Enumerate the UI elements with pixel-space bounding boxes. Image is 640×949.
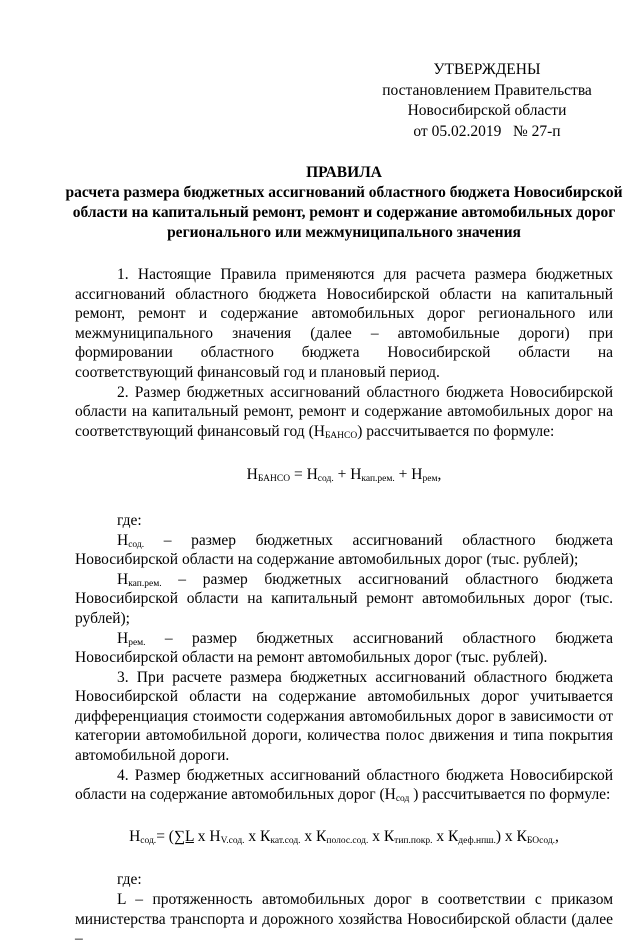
title-heading: ПРАВИЛА — [306, 164, 382, 181]
approval-line-1: УТВЕРЖДЕНЫ — [433, 61, 541, 78]
paragraph-4-sub: сод — [395, 794, 410, 805]
formula-1-tail: , — [437, 466, 442, 484]
paragraph-1: 1. Настоящие Правила применяются для расчета размера бюджетных ассигнований областного бюджета Новосибирской области на капитальный ремонт, ремонт и содержание автомобильных дорог регионального или межмуниципального значения (далее – автомобильные дороги) при формировании областного бюджета Новосибирской области на соответствующий финансовый год и плановый период. — [75, 266, 613, 381]
title-subtitle: расчета размера бюджетных ассигнований областного бюджета Новосибирской области на капитальный ремонт, ремонт и содержание автомобильных дорог регионального или межмуниципального значения — [65, 184, 623, 241]
formula-2-k2-sub: полос.сод. — [326, 835, 369, 846]
definition-2-symbol: Н — [117, 570, 129, 588]
approval-stamp — [380, 60, 594, 142]
definition-3-symbol: Н — [117, 629, 129, 647]
formula-2-h: Н — [209, 827, 221, 845]
formula-2-k1-sub: кат.сод. — [270, 835, 301, 846]
formula-2-k4: К — [447, 827, 459, 845]
formula-2-x3: х — [300, 827, 317, 845]
formula-1-plus-2: + — [394, 466, 412, 484]
formula-2-k1: К — [260, 827, 271, 845]
formula-1-lhs-sub: БАНСО — [257, 474, 291, 485]
formula-2-close: ) — [495, 827, 502, 845]
paragraph-4 — [75, 766, 613, 805]
document-title — [60, 163, 628, 243]
paragraph-3: 3. При расчете размера бюджетных ассигнований областного бюджета Новосибирской области на содержание автомобильных дорог учитывается дифференциация стоимости содержания автомобильных дорог в зависимости от категории автомобильной дороги, количества полос движения и типа покрытия автомобильной дороги. — [75, 668, 613, 765]
formula-2-tail: , — [555, 827, 559, 845]
definition-3 — [75, 629, 613, 668]
formula-1-lhs: Н — [246, 466, 258, 484]
definition-1 — [75, 531, 613, 570]
formula-2-open: = ( — [156, 827, 174, 845]
formula-1-eq: = — [290, 466, 307, 484]
formula-1-t2-sub: кап.рем. — [361, 474, 395, 485]
paragraph-2-text: 2. Размер бюджетных ассигнований областного бюджета Новосибирской области на капитальный ремонт, ремонт и содержание автомобильных дорог на соответствующий финансовый год (Н — [75, 383, 613, 440]
formula-2-x1: х — [193, 827, 210, 845]
paragraph-2-sub: БАНСО — [324, 430, 358, 441]
definition-1-sub: сод. — [128, 539, 145, 550]
paragraph-5: L – протяженность автомобильных дорог в соответствии с приказом министерства транспорта и дорожного хозяйства Новосибирской области (далее – — [75, 891, 613, 948]
document-body — [75, 265, 613, 949]
definition-2-sub: кап.рем. — [128, 578, 162, 589]
paragraph-4-text: 4. Размер бюджетных ассигнований областного бюджета Новосибирской области на содержание автомобильных дорог (Н — [75, 766, 613, 804]
approval-line-3: Новосибирской области — [407, 102, 567, 119]
formula-2-lhs-sub: сод. — [140, 835, 157, 846]
formula-1-t1-sub: сод. — [317, 474, 334, 485]
formula-2-x4: х — [368, 827, 384, 845]
paragraph-2 — [75, 383, 613, 442]
approval-line-2: постановлением Правительства — [382, 81, 592, 99]
formula-2-k4-sub: деф.нпш. — [458, 835, 496, 846]
definition-1-text: – размер бюджетных ассигнований областного бюджета Новосибирской области на содержание автомобильных дорог (тыс. рублей); — [75, 531, 613, 569]
formula-2-sum: ∑L — [173, 827, 194, 845]
where-label-1: где: — [117, 511, 142, 529]
formula-1 — [75, 465, 613, 485]
definition-3-text: – размер бюджетных ассигнований областного бюджета Новосибирской области на ремонт автомобильных дорог (тыс. рублей). — [75, 629, 613, 667]
formula-2-x6: х — [501, 827, 517, 845]
formula-2-k5-sub: БОсод. — [526, 835, 556, 846]
definition-2 — [75, 570, 613, 629]
formula-2 — [75, 827, 613, 847]
formula-2-x5: х — [432, 827, 448, 845]
formula-1-plus-1: + — [333, 466, 351, 484]
formula-2-x2: х — [244, 827, 261, 845]
paragraph-2-end: ) рассчитывается по формуле: — [357, 422, 555, 440]
formula-2-k3-sub: тип.покр. — [394, 835, 433, 846]
approval-line-4: от 05.02.2019 № 27-п — [413, 122, 561, 140]
definition-3-sub: рем. — [128, 637, 146, 648]
where-label-2: где: — [117, 871, 142, 889]
definition-2-text: – размер бюджетных ассигнований областного бюджета Новосибирской области на капитальный ремонт автомобильных дорог (тыс. рублей); — [75, 570, 613, 627]
formula-2-k5: К — [516, 827, 527, 845]
formula-2-h-sub: V.сод. — [220, 835, 245, 846]
formula-1-t2: Н — [350, 466, 362, 484]
formula-1-t3-sub: рем — [422, 474, 438, 485]
definition-1-symbol: Н — [117, 531, 129, 549]
formula-2-k3: К — [383, 827, 395, 845]
formula-2-k2: К — [316, 827, 327, 845]
formula-1-t3: Н — [411, 466, 423, 484]
formula-1-t1: Н — [306, 466, 318, 484]
paragraph-4-end: ) рассчитывается по формуле: — [409, 786, 611, 804]
formula-2-lhs: Н — [129, 827, 141, 845]
